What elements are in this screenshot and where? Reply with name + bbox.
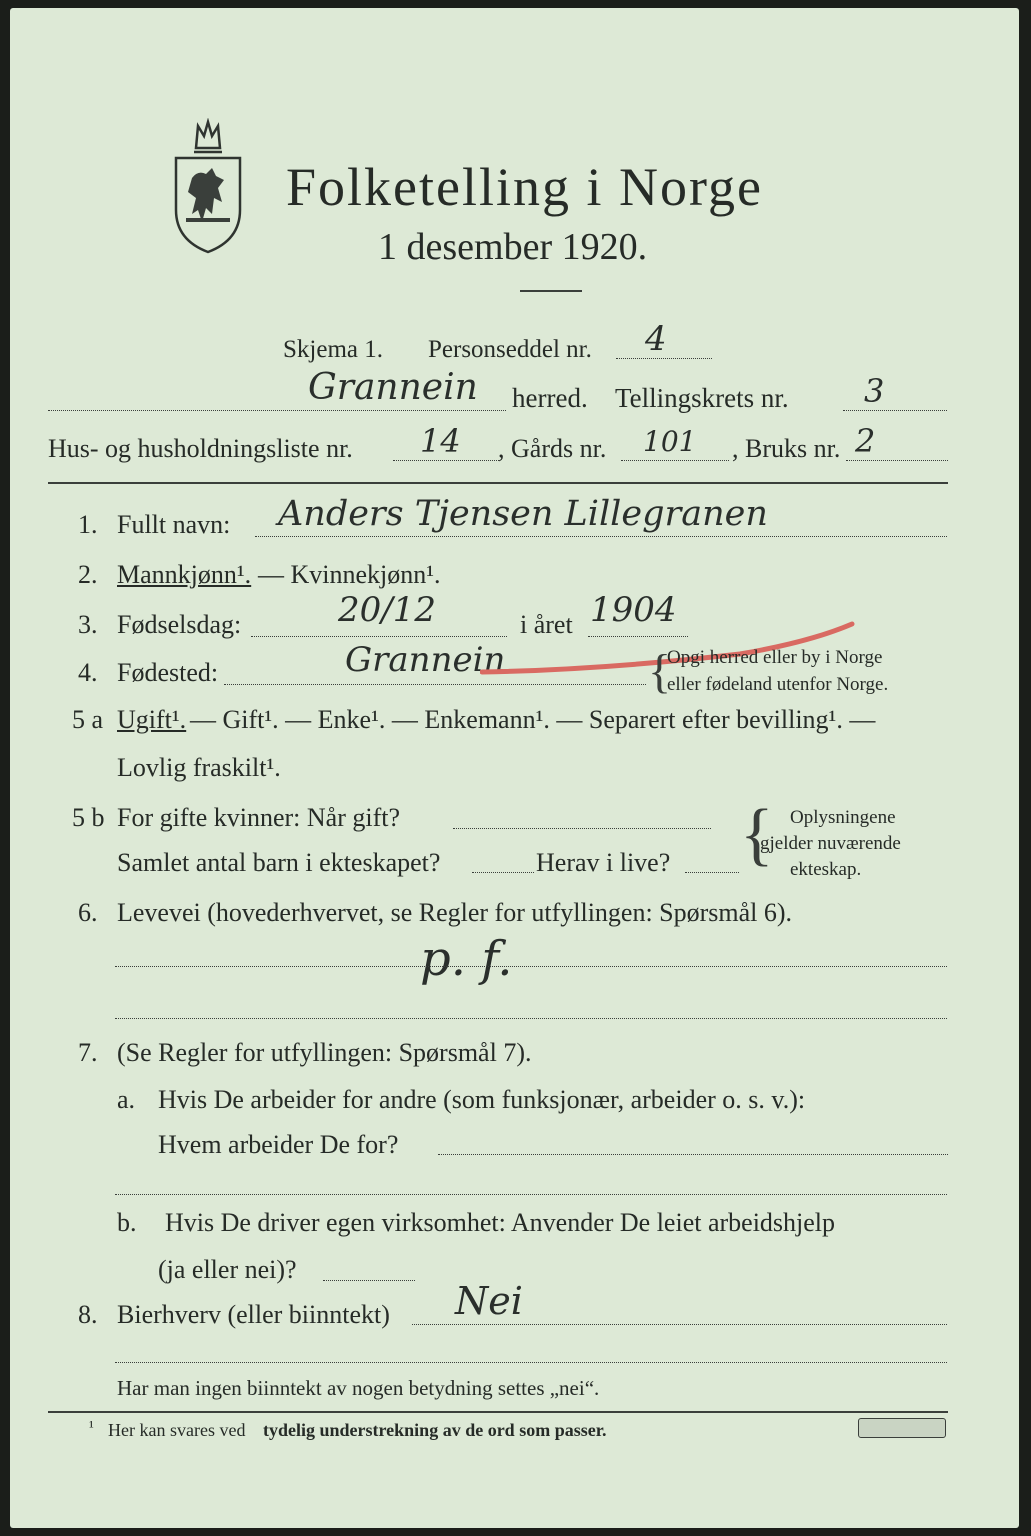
q7-label: (Se Regler for utfyllingen: Spørsmål 7). — [117, 1038, 532, 1067]
q7b-label: Hvis De driver egen virksomhet: Anvender De leiet arbeidshjelp — [165, 1208, 836, 1237]
q4-brace: { — [648, 645, 672, 698]
tellingskrets-value: 3 — [864, 372, 885, 410]
q1-field — [255, 536, 947, 537]
herred-value: Grannein — [308, 367, 478, 408]
q7a-field — [438, 1154, 948, 1155]
footnote-mark: ¹ — [89, 1419, 94, 1436]
q5b-children-field — [472, 872, 534, 873]
q7b-line2: (ja eller nei)? — [158, 1255, 297, 1284]
q1-label: Fullt navn: — [117, 510, 231, 539]
q5b-brace: { — [740, 796, 774, 873]
q6-label: Levevei (hovederhvervet, se Regler for utfyllingen: Spørsmål 6). — [117, 898, 793, 927]
q5b-line2: Samlet antal barn i ekteskapet? — [117, 848, 441, 877]
q7a-label: Hvis De arbeider for andre (som funksjonær, arbeider o. s. v.): — [158, 1085, 806, 1114]
title-divider — [520, 290, 582, 292]
bruks-label: , Bruks nr. — [732, 434, 841, 463]
footer-separator — [48, 1411, 948, 1413]
q8-label: Bierhverv (eller biinntekt) — [117, 1300, 390, 1329]
q6-number: 6. — [78, 898, 98, 927]
bruks-value: 2 — [855, 422, 876, 460]
hus-field — [393, 460, 499, 461]
q8-field-line2 — [115, 1362, 947, 1363]
q8-field — [412, 1324, 947, 1325]
footer-note: Har man ingen biinntekt av nogen betydning settes „nei“. — [117, 1376, 600, 1400]
q5b-number: 5 b — [72, 803, 105, 832]
q5a-unmarried-option: Ugift¹. — [117, 705, 187, 734]
q5b-note-line2: gjelder nuværende — [760, 833, 901, 854]
q3-year-label: i året — [520, 610, 573, 639]
footnote-bold: tydelig understrekning av de ord som passer. — [263, 1420, 607, 1440]
q5b-married-field — [453, 828, 711, 829]
q4-note-line2: eller fødeland utenfor Norge. — [667, 674, 889, 695]
q7b-number: b. — [117, 1208, 137, 1237]
footnote-plain: Her kan svares ved — [108, 1420, 246, 1440]
header-separator — [48, 482, 948, 484]
q2-male-option: Mannkjønn¹. — [117, 560, 252, 589]
q3-birthday-value: 20/12 — [338, 590, 436, 630]
q3-label: Fødselsdag: — [117, 610, 242, 639]
q6-field-line1 — [115, 966, 947, 967]
q2-female-option: — Kvinnekjønn¹. — [258, 560, 441, 589]
gards-value: 101 — [643, 425, 697, 458]
q7-number: 7. — [78, 1038, 98, 1067]
bruks-field — [846, 460, 948, 461]
q8-number: 8. — [78, 1300, 98, 1329]
q5b-label: For gifte kvinner: Når gift? — [117, 803, 401, 832]
q1-number: 1. — [78, 510, 98, 539]
q4-number: 4. — [78, 658, 98, 687]
hus-value: 14 — [420, 422, 461, 460]
q7a-number: a. — [117, 1085, 136, 1114]
q7a-field-line2 — [115, 1194, 947, 1195]
herred-field — [48, 410, 506, 411]
gards-field — [621, 460, 729, 461]
q3-field — [251, 636, 507, 637]
norwegian-coat-of-arms-icon — [168, 118, 248, 256]
q7a-line2: Hvem arbeider De for? — [158, 1130, 399, 1159]
q3-year-value: 1904 — [590, 590, 677, 630]
gards-label: , Gårds nr. — [498, 434, 607, 463]
hus-label: Hus- og husholdningsliste nr. — [48, 434, 353, 463]
q8-side-income-value: Nei — [455, 1279, 523, 1323]
q5b-note-line3: ekteskap. — [790, 859, 862, 880]
personseddel-label: Personseddel nr. — [428, 336, 592, 363]
schema-label: Skjema 1. — [283, 336, 383, 363]
q1-name-value: Anders Tjensen Lillegranen — [278, 494, 768, 534]
q4-note-line1: Opgi herred eller by i Norge — [667, 647, 883, 668]
printer-stamp — [858, 1418, 946, 1438]
q2-number: 2. — [78, 560, 98, 589]
herred-label: herred. — [512, 383, 588, 413]
q5b-alive-field — [685, 872, 739, 873]
q4-birthplace-value: Grannein — [345, 640, 506, 680]
q6-occupation-value: p. f. — [420, 931, 513, 987]
form-date: 1 desember 1920. — [378, 226, 648, 268]
q4-field — [224, 684, 646, 685]
tellingskrets-field — [843, 410, 947, 411]
q6-field-line2 — [115, 1018, 947, 1019]
q4-label: Fødested: — [117, 658, 219, 687]
q5a-other-options: — Gift¹. — Enke¹. — Enkemann¹. — Separert efter bevilling¹. — — [190, 705, 876, 734]
q3-number: 3. — [78, 610, 98, 639]
q5a-number: 5 a — [72, 705, 104, 734]
q5b-alive-label: Herav i live? — [536, 848, 671, 877]
personseddel-value: 4 — [645, 319, 667, 359]
q5a-line2: Lovlig fraskilt¹. — [117, 753, 281, 782]
tellingskrets-label: Tellingskrets nr. — [615, 383, 789, 413]
form-title: Folketelling i Norge — [286, 157, 763, 217]
q7b-field — [323, 1280, 415, 1281]
q5b-note-line1: Oplysningene — [790, 807, 896, 828]
